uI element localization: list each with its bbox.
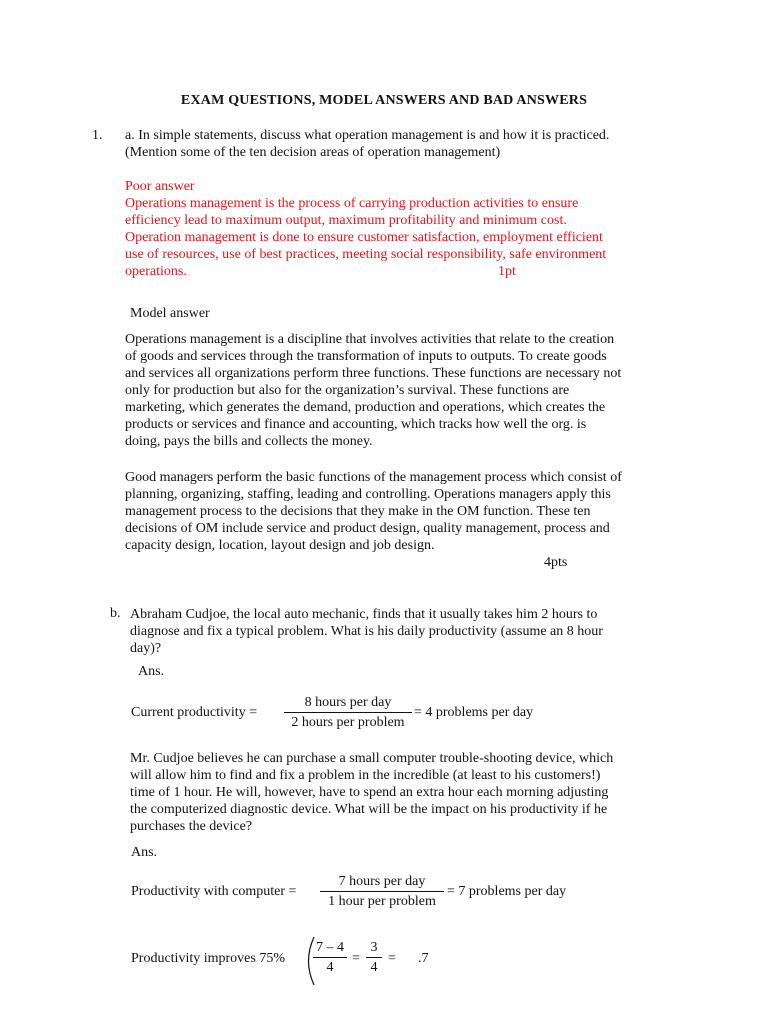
answer-label: Ans. [138,664,165,679]
equation-3-fraction-1 [313,940,347,976]
equation-3-lhs: Productivity improves 75% [131,951,285,966]
equals-sign: = [388,951,396,966]
model-answer-line: Operations management is a discipline that involves activities that relate to the creation [125,332,615,347]
question-number: 1. [92,128,103,143]
question-1b-text [130,606,603,657]
question-1a-text [125,127,609,161]
model-answer-line: management process to the decisions that they make in the OM function. These ten [125,504,591,519]
fraction-denominator: 1 hour per problem [328,894,436,909]
question-line: a. In simple statements, discuss what operation management is and how it is practiced. [125,128,610,143]
poor-answer-line: efficiency lead to maximum output, maximum profitability and minimum cost. [125,213,567,228]
document-title: EXAM QUESTIONS, MODEL ANSWERS AND BAD ANSWERS [180,93,588,108]
equation-1-fraction [284,695,412,731]
followup-line: Mr. Cudjoe believes he can purchase a small computer trouble-shooting device, which [130,751,614,766]
equation-1-lhs: Current productivity = [131,705,258,720]
model-answer-line: doing, pays the bills and collects the money. [125,434,373,449]
fraction-denominator: 4 [370,960,378,975]
model-answer-line: Good managers perform the basic functions of the management process which consist of [125,470,622,485]
equation-2-rhs: = 7 problems per day [447,884,567,899]
question-line: day)? [130,641,162,656]
poor-answer-line: operations. [125,264,187,279]
model-answer-paragraph-2 [125,469,622,554]
poor-answer-label: Poor answer [125,179,195,194]
equation-3-result: .7 [418,951,429,966]
model-answer-points: 4pts [544,555,568,570]
followup-line: time of 1 hour. He will, however, have to spend an extra hour each morning adjusting [130,785,609,800]
model-answer-line: of goods and services through the transformation of inputs to outputs. To create goods [125,349,607,364]
question-line: (Mention some of the ten decision areas of operation management) [125,145,501,160]
question-line: diagnose and fix a typical problem. What is his daily productivity (assume an 8 hour [130,624,603,639]
model-answer-paragraph-1 [125,331,621,450]
equation-2-lhs: Productivity with computer = [131,884,297,899]
followup-line: will allow him to find and fix a problem in the incredible (at least to his customers!) [130,768,601,783]
fraction-numerator: 3 [370,940,378,955]
poor-answer-block [125,178,606,280]
model-answer-line: marketing, which generates the demand, production and operations, which creates the [125,400,606,415]
model-answer-line: only for production but also for the organization’s survival. These functions are [125,383,570,398]
poor-answer-line: Operation management is done to ensure customer satisfaction, employment efficient [125,230,603,245]
equation-1-rhs: = 4 problems per day [414,705,534,720]
answer-label: Ans. [131,845,158,860]
question-letter: b. [110,606,121,621]
model-answer-label: Model answer [130,306,210,321]
equals-sign: = [352,951,360,966]
fraction-denominator: 2 hours per problem [291,715,405,730]
followup-question-text [130,750,613,835]
model-answer-line: and services all organizations perform three functions. These functions are necessary not [125,366,622,381]
fraction-numerator: 7 hours per day [338,874,426,889]
model-answer-line: capacity design, location, layout design and job design. [125,538,435,553]
model-answer-line: planning, organizing, staffing, leading and controlling. Operations managers apply this [125,487,611,502]
poor-answer-points: 1pt [498,264,516,279]
followup-line: purchases the device? [130,819,253,834]
question-line: Abraham Cudjoe, the local auto mechanic, finds that it usually takes him 2 hours to [130,607,598,622]
fraction-numerator: 7 – 4 [316,940,344,955]
model-answer-line: products or services and finance and accounting, which tracks how well the org. is [125,417,587,432]
equation-2-fraction [320,874,444,910]
fraction-numerator: 8 hours per day [304,695,392,710]
model-answer-line: decisions of OM include service and product design, quality management, process and [125,521,610,536]
poor-answer-line: use of resources, use of best practices, meeting social responsibility, safe environment [125,247,607,262]
followup-line: the computerized diagnostic device. What will be the impact on his productivity if he [130,802,608,817]
equation-3-fraction-2 [366,940,382,976]
fraction-denominator: 4 [326,960,334,975]
poor-answer-line: Operations management is the process of carrying production activities to ensure [125,196,579,211]
